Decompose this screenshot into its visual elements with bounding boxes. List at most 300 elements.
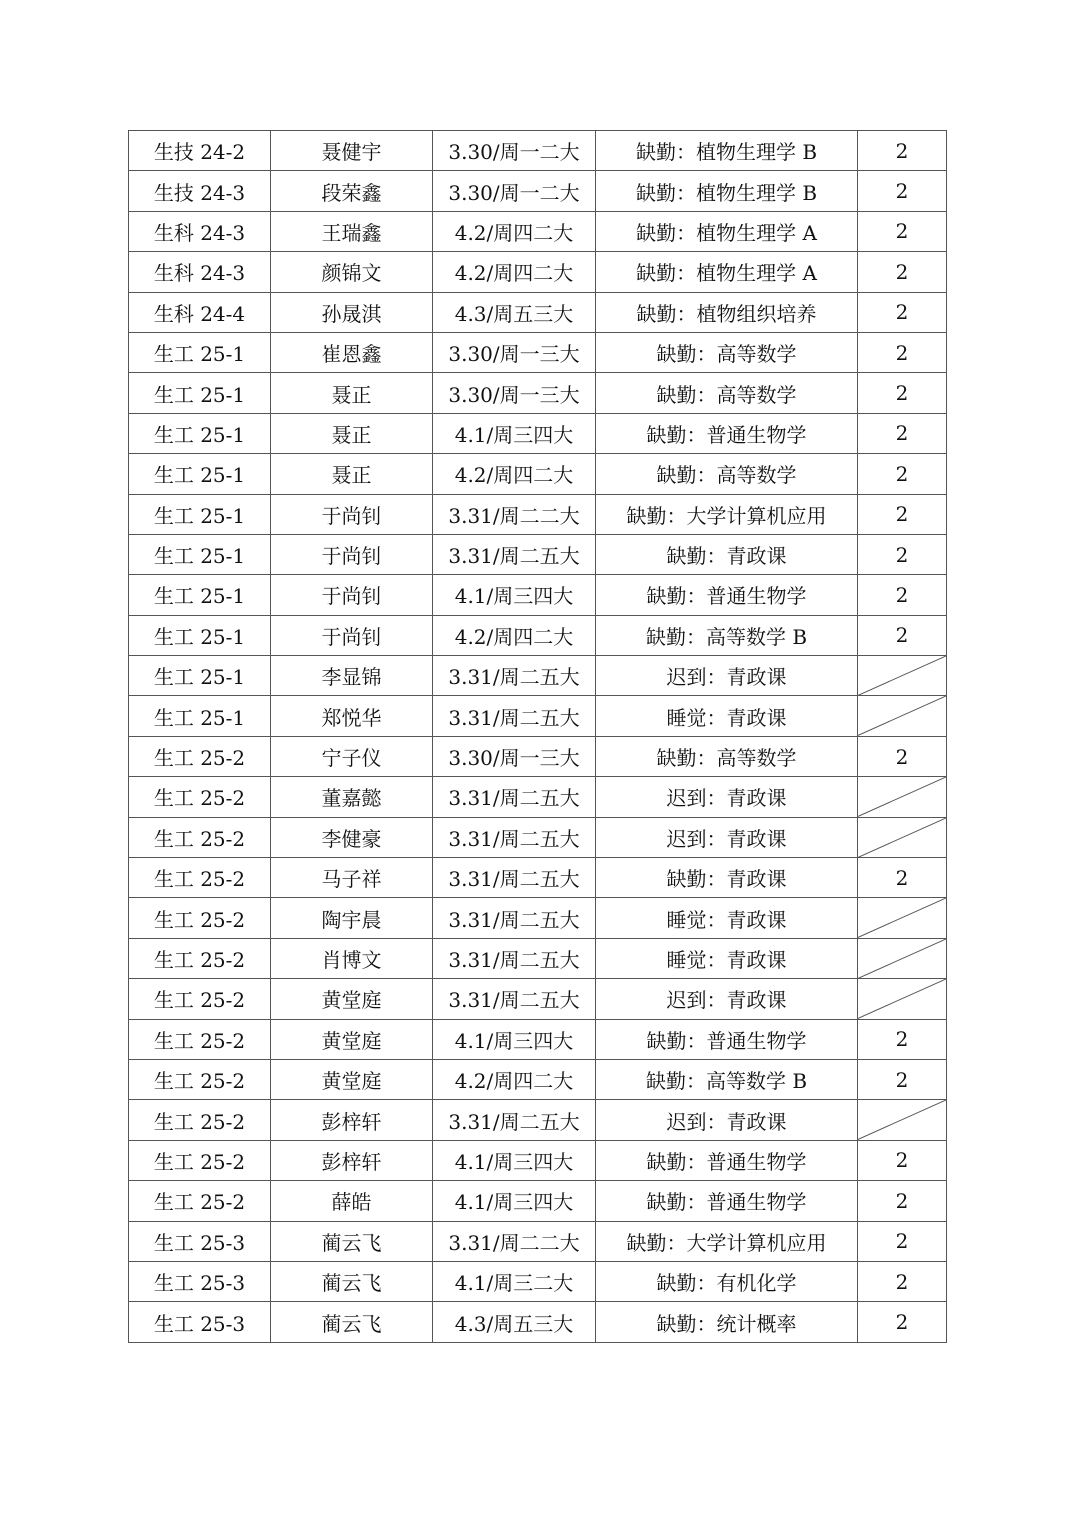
attendance-table [128,130,947,1343]
reason-cell-text: 缺勤：高等数学 B [645,1069,808,1094]
table-row [129,858,947,898]
diagonal-slash [858,818,946,857]
table-row [129,1261,947,1301]
student-name-cell-text: 王瑞鑫 [321,220,382,245]
class-cell [129,211,271,251]
student-name-cell [271,1302,433,1342]
hours-cell [858,1261,947,1301]
hours-cell-text: 2 [895,340,909,365]
hours-cell-text: 2 [895,461,909,486]
class-cell [129,494,271,534]
reason-cell-text: 缺勤：植物生理学 A [636,261,817,286]
time-cell-text: 3.31/周二五大 [448,786,580,811]
student-name-cell [271,292,433,332]
reason-cell-text: 睡觉：青政课 [666,907,787,932]
time-cell-text: 4.1/周三二大 [454,1271,574,1296]
class-cell-text: 生工 25-2 [153,948,246,972]
time-cell [433,817,596,857]
reason-cell [596,494,858,534]
hours-cell [858,656,947,696]
hours-cell-text: 2 [895,1229,909,1254]
class-cell [129,777,271,817]
table-row [129,1181,947,1221]
table-row [129,656,947,696]
table-row [129,494,947,534]
time-cell [433,1221,596,1261]
table-row [129,131,947,171]
hours-cell-text: 2 [895,582,909,607]
reason-cell [596,1261,858,1301]
student-name-cell [271,575,433,615]
student-name-cell [271,373,433,413]
reason-cell-text: 迟到：青政课 [666,786,787,811]
reason-cell [596,373,858,413]
hours-cell [858,1221,947,1261]
class-cell [129,1100,271,1140]
hours-cell [858,777,947,817]
hours-cell [858,131,947,171]
reason-cell [596,1059,858,1099]
class-cell-text: 生工 25-2 [153,786,246,811]
hours-cell [858,454,947,494]
time-cell-text: 4.2/周四二大 [454,624,574,649]
time-cell [433,1059,596,1099]
student-name-cell-text: 彭梓轩 [321,1109,382,1134]
time-cell-text: 3.31/周二二大 [448,503,580,528]
table-row [129,454,947,494]
reason-cell [596,1019,858,1059]
class-cell [129,1059,271,1099]
student-name-cell-text: 蔺云飞 [321,1311,382,1336]
time-cell-text: 4.2/周四二大 [454,220,574,245]
reason-cell [596,979,858,1019]
class-cell [129,1181,271,1221]
student-name-cell-text: 宁子仪 [321,746,382,771]
class-cell-text: 生工 25-2 [153,1190,246,1215]
hours-cell [858,1140,947,1180]
student-name-cell-text: 薛皓 [331,1190,372,1215]
reason-cell-text: 缺勤：高等数学 [656,463,797,488]
class-cell-text: 生工 25-1 [153,382,246,407]
time-cell [433,1140,596,1180]
hours-cell [858,1302,947,1342]
reason-cell-text: 迟到：青政课 [666,826,787,851]
table-row [129,979,947,1019]
time-cell [433,1261,596,1301]
hours-cell [858,413,947,453]
student-name-cell-text: 孙晟淇 [321,301,382,326]
table-row [129,1140,947,1180]
diagonal-slash [858,898,946,937]
student-name-cell [271,979,433,1019]
hours-cell-text: 2 [895,219,909,244]
reason-cell-text: 缺勤：植物生理学 A [636,220,817,245]
time-cell-text: 4.1/周三四大 [454,422,574,447]
class-cell-text: 生工 25-2 [153,867,246,892]
reason-cell-text: 缺勤：普通生物学 [646,1190,807,1215]
student-name-cell [271,131,433,171]
reason-cell [596,413,858,453]
time-cell-text: 3.30/周一三大 [448,746,580,771]
class-cell-text: 生工 25-1 [153,665,246,690]
student-name-cell-text: 蔺云飞 [321,1271,382,1296]
time-cell [433,898,596,938]
reason-cell [596,534,858,574]
reason-cell-text: 睡觉：青政课 [666,948,787,972]
table-row [129,1302,947,1342]
table-row [129,332,947,372]
time-cell [433,211,596,251]
student-name-cell-text: 于尚钊 [321,624,382,649]
time-cell-text: 4.1/周三四大 [454,1149,574,1174]
student-name-cell [271,736,433,776]
reason-cell [596,332,858,372]
reason-cell [596,898,858,938]
student-name-cell [271,171,433,211]
hours-cell [858,858,947,898]
student-name-cell-text: 段荣鑫 [321,180,382,205]
class-cell-text: 生工 25-2 [153,1069,246,1094]
reason-cell-text: 缺勤：普通生物学 [646,1028,807,1053]
reason-cell [596,131,858,171]
time-cell-text: 3.31/周二五大 [448,826,580,851]
table-row [129,292,947,332]
student-name-cell [271,615,433,655]
time-cell [433,777,596,817]
time-cell [433,373,596,413]
class-cell-text: 生工 25-2 [153,1149,246,1174]
hours-cell-text: 2 [895,542,909,567]
reason-cell [596,817,858,857]
time-cell-text: 4.2/周四二大 [454,463,574,488]
student-name-cell [271,1019,433,1059]
class-cell [129,817,271,857]
class-cell [129,413,271,453]
hours-cell [858,534,947,574]
class-cell [129,1140,271,1180]
class-cell-text: 生工 25-2 [153,988,246,1013]
reason-cell-text: 缺勤：普通生物学 [646,584,807,609]
class-cell [129,736,271,776]
hours-cell-text: 2 [895,865,909,890]
reason-cell [596,211,858,251]
student-name-cell-text: 黄堂庭 [321,1028,382,1053]
class-cell [129,938,271,978]
time-cell [433,494,596,534]
class-cell-text: 生工 25-1 [153,584,246,609]
hours-cell-text: 2 [895,1067,909,1092]
table-row [129,615,947,655]
table-row [129,938,947,978]
reason-cell-text: 缺勤：植物组织培养 [636,301,817,326]
reason-cell [596,1302,858,1342]
hours-cell [858,817,947,857]
table-row [129,1059,947,1099]
time-cell-text: 3.31/周二五大 [448,988,580,1013]
reason-cell-text: 缺勤：高等数学 [656,382,797,407]
time-cell [433,454,596,494]
time-cell [433,534,596,574]
time-cell-text: 3.30/周一三大 [448,382,580,407]
class-cell [129,1221,271,1261]
reason-cell-text: 缺勤：青政课 [666,867,787,892]
student-name-cell [271,858,433,898]
hours-cell [858,1019,947,1059]
time-cell-text: 3.31/周二五大 [448,907,580,932]
class-cell [129,575,271,615]
class-cell-text: 生技 24-2 [153,140,246,165]
student-name-cell-text: 李健豪 [321,826,382,851]
reason-cell-text: 迟到：青政课 [666,988,787,1013]
student-name-cell-text: 崔恩鑫 [321,342,382,367]
time-cell-text: 4.3/周五三大 [454,301,574,326]
reason-cell-text: 睡觉：青政课 [666,705,787,730]
time-cell [433,131,596,171]
hours-cell-text: 2 [895,300,909,325]
table-row [129,534,947,574]
time-cell [433,938,596,978]
time-cell-text: 3.30/周一二大 [448,140,580,165]
hours-cell-text: 2 [895,1027,909,1052]
hours-cell [858,1100,947,1140]
hours-cell-text: 2 [895,179,909,204]
class-cell [129,454,271,494]
class-cell-text: 生工 25-1 [153,503,246,528]
reason-cell [596,858,858,898]
reason-cell [596,252,858,292]
time-cell-text: 3.31/周二五大 [448,948,580,972]
time-cell-text: 4.3/周五三大 [454,1311,574,1336]
class-cell [129,252,271,292]
student-name-cell [271,454,433,494]
hours-cell-text: 2 [895,138,909,163]
class-cell-text: 生工 25-1 [153,463,246,488]
hours-cell-text: 2 [895,502,909,527]
class-cell [129,656,271,696]
time-cell-text: 3.30/周一二大 [448,180,580,205]
table-row [129,696,947,736]
hours-cell-text: 2 [895,381,909,406]
hours-cell [858,373,947,413]
student-name-cell [271,1140,433,1180]
hours-cell-text: 2 [895,744,909,769]
hours-cell [858,1181,947,1221]
time-cell [433,979,596,1019]
table-row [129,575,947,615]
class-cell-text: 生技 24-3 [153,180,246,205]
student-name-cell-text: 于尚钊 [321,503,382,528]
reason-cell-text: 缺勤：普通生物学 [646,1149,807,1174]
class-cell-text: 生工 25-2 [153,746,246,771]
class-cell-text: 生科 24-4 [153,301,246,326]
student-name-cell-text: 颜锦文 [321,261,382,286]
hours-cell-text: 2 [895,421,909,446]
class-cell [129,1019,271,1059]
time-cell [433,736,596,776]
class-cell [129,373,271,413]
reason-cell [596,292,858,332]
reason-cell [596,1100,858,1140]
time-cell [433,575,596,615]
hours-cell [858,979,947,1019]
class-cell-text: 生工 25-2 [153,1028,246,1053]
hours-cell-text: 2 [895,1148,909,1173]
time-cell [433,292,596,332]
class-cell [129,898,271,938]
table-row [129,373,947,413]
student-name-cell-text: 李显锦 [321,665,382,690]
student-name-cell [271,332,433,372]
diagonal-slash [858,777,946,816]
attendance-table-body [129,131,947,1343]
table-row [129,817,947,857]
class-cell [129,534,271,574]
student-name-cell [271,211,433,251]
time-cell [433,696,596,736]
reason-cell [596,454,858,494]
table-row [129,211,947,251]
class-cell [129,858,271,898]
class-cell [129,292,271,332]
student-name-cell-text: 郑悦华 [321,705,382,730]
class-cell-text: 生工 25-1 [153,342,246,367]
reason-cell-text: 缺勤：高等数学 [656,746,797,771]
table-row [129,777,947,817]
student-name-cell-text: 聂健宇 [321,140,382,165]
hours-cell-text: 2 [895,259,909,284]
student-name-cell-text: 黄堂庭 [321,1069,382,1094]
student-name-cell [271,938,433,978]
hours-cell [858,575,947,615]
hours-cell [858,1059,947,1099]
time-cell [433,615,596,655]
time-cell-text: 4.2/周四二大 [454,261,574,286]
time-cell [433,1019,596,1059]
student-name-cell-text: 肖博文 [321,948,382,972]
time-cell-text: 3.31/周二五大 [448,665,580,690]
student-name-cell-text: 马子祥 [321,867,382,892]
hours-cell [858,252,947,292]
reason-cell [596,1221,858,1261]
reason-cell [596,777,858,817]
diagonal-slash [858,1100,946,1139]
time-cell-text: 3.31/周二五大 [448,867,580,892]
time-cell [433,1100,596,1140]
reason-cell-text: 缺勤：统计概率 [656,1311,797,1336]
class-cell [129,696,271,736]
time-cell [433,252,596,292]
table-row [129,252,947,292]
reason-cell-text: 缺勤：青政课 [666,544,787,569]
class-cell-text: 生工 25-2 [153,826,246,851]
time-cell-text: 3.31/周二五大 [448,1109,580,1134]
class-cell-text: 生工 25-3 [153,1271,246,1296]
table-row [129,171,947,211]
student-name-cell-text: 蔺云飞 [321,1230,382,1255]
time-cell [433,1181,596,1221]
student-name-cell [271,252,433,292]
student-name-cell-text: 于尚钊 [321,584,382,609]
student-name-cell-text: 聂正 [331,422,372,447]
student-name-cell [271,413,433,453]
time-cell-text: 3.31/周二二大 [448,1230,580,1255]
reason-cell-text: 缺勤：植物生理学 B [635,180,818,205]
hours-cell [858,292,947,332]
student-name-cell [271,1059,433,1099]
reason-cell-text: 缺勤：植物生理学 B [635,140,818,165]
student-name-cell [271,534,433,574]
diagonal-slash [858,696,946,735]
time-cell [433,1302,596,1342]
student-name-cell-text: 于尚钊 [321,544,382,569]
time-cell [433,413,596,453]
table-row [129,1100,947,1140]
diagonal-slash [858,939,946,978]
reason-cell [596,1140,858,1180]
reason-cell [596,575,858,615]
hours-cell [858,938,947,978]
hours-cell-text: 2 [895,1310,909,1335]
student-name-cell-text: 黄堂庭 [321,988,382,1013]
hours-cell [858,494,947,534]
reason-cell [596,1181,858,1221]
reason-cell-text: 缺勤：普通生物学 [646,422,807,447]
reason-cell-text: 迟到：青政课 [666,1109,787,1134]
time-cell-text: 3.31/周二五大 [448,544,580,569]
class-cell [129,332,271,372]
class-cell-text: 生科 24-3 [153,220,246,245]
time-cell [433,858,596,898]
student-name-cell [271,1181,433,1221]
hours-cell [858,736,947,776]
class-cell-text: 生科 24-3 [153,261,246,286]
student-name-cell-text: 彭梓轩 [321,1149,382,1174]
class-cell-text: 生工 25-2 [153,907,246,932]
class-cell [129,171,271,211]
student-name-cell [271,1100,433,1140]
reason-cell [596,938,858,978]
diagonal-slash [858,979,946,1018]
hours-cell [858,615,947,655]
reason-cell-text: 缺勤：大学计算机应用 [626,503,827,528]
class-cell-text: 生工 25-1 [153,544,246,569]
time-cell [433,171,596,211]
hours-cell-text: 2 [895,1188,909,1213]
hours-cell [858,898,947,938]
time-cell [433,656,596,696]
class-cell-text: 生工 25-3 [153,1230,246,1255]
class-cell [129,615,271,655]
student-name-cell [271,656,433,696]
student-name-cell [271,898,433,938]
reason-cell [596,696,858,736]
reason-cell [596,736,858,776]
class-cell-text: 生工 25-1 [153,624,246,649]
student-name-cell-text: 陶宇晨 [321,907,382,932]
class-cell [129,1261,271,1301]
time-cell-text: 3.30/周一三大 [448,342,580,367]
hours-cell [858,171,947,211]
time-cell-text: 4.1/周三四大 [454,1028,574,1053]
table-row [129,736,947,776]
reason-cell-text: 缺勤：大学计算机应用 [626,1230,827,1255]
student-name-cell [271,696,433,736]
student-name-cell [271,817,433,857]
table-row [129,413,947,453]
diagonal-slash [858,656,946,695]
time-cell-text: 4.1/周三四大 [454,1190,574,1215]
class-cell-text: 生工 25-1 [153,422,246,447]
